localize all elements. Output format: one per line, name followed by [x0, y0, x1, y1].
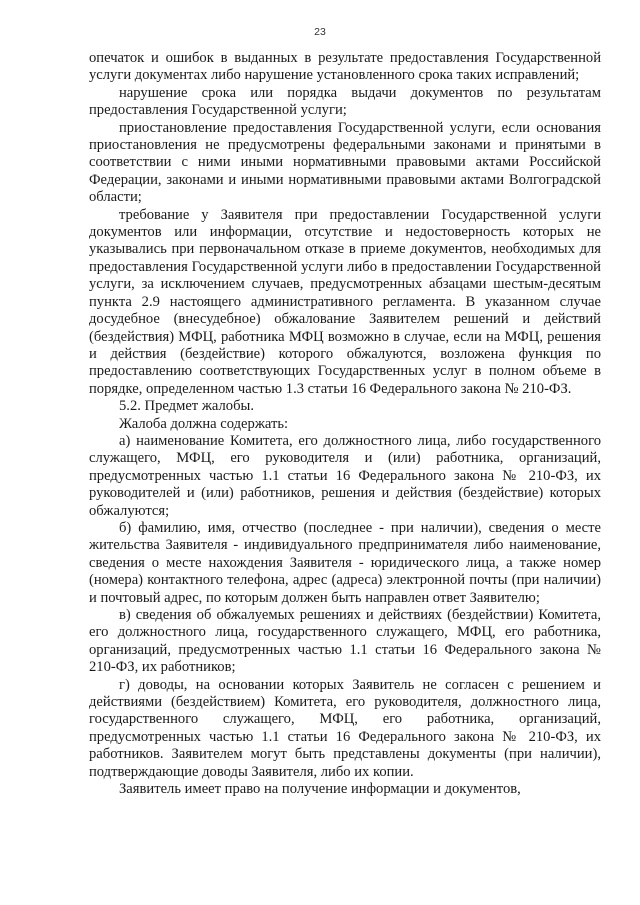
- list-item-a: а) наименование Комитета, его должностного лица, либо государственного служащего, МФЦ, его руководителя и (или) работника, организаций, предусмотренных частью 1.1 статьи 16 Федерального закона № 210-ФЗ, их руководителей и (или) работников, решения и действия (бездействие) которых обжалуются;: [89, 432, 601, 519]
- paragraph-suspension: приостановление предоставления Государственной услуги, если основания приостановления не предусмотрены федеральными законами и принятыми в соответствии с ними иными нормативными правовыми актами Российской Федерации, законами и иными нормативными правовыми актами Волгоградской области;: [89, 119, 601, 206]
- section-heading-complaint-subject: 5.2. Предмет жалобы.: [119, 398, 254, 415]
- list-item-b: б) фамилию, имя, отчество (последнее - при наличии), сведения о месте жительства Заявителя - индивидуального предпринимателя либо наименование, сведения о месте нахождения Заявителя - юридического лица, а также номер (номера) контактного телефона, адрес (адреса) электронной почты (при наличии) и почтовый адрес, по которым должен быть направлен ответ Заявителю;: [89, 519, 601, 606]
- paragraph-document-requirement: требование у Заявителя при предоставлении Государственной услуги документов или информации, отсутствие и недостоверность которых не указывались при первоначальном отказе в приеме документов, необходимых для предоставления Государственной услуги либо в предоставлении Государственной услуги, за исключением случаев, предусмотренных абзацами шестым-десятым пункта 2.9 настоящего административного регламента. В указанном случае досудебное (внесудебное) обжалование Заявителем решений и действий (бездействия) МФЦ, работника МФЦ возможно в случае, если на МФЦ, решения и действия (бездействие) которого обжалуются, возложена функция по предоставлению соответствующих Государственных услуг в полном объеме в порядке, определенном частью 1.3 статьи 16 Федерального закона № 210-ФЗ.: [89, 206, 601, 397]
- list-item-g: г) доводы, на основании которых Заявитель не согласен с решением и действиями (бездействием) Комитета, его руководителя, должностного лица, государственного служащего, МФЦ, его работника, организаций, предусмотренных частью 1.1 статьи 16 Федерального закона № 210-ФЗ, их работников. Заявителем могут быть представлены документы (при наличии), подтверждающие доводы Заявителя, либо их копии.: [89, 676, 601, 780]
- paragraph-continuation: опечаток и ошибок в выданных в результате предоставления Государственной услуги документах либо нарушение установленного срока таких исправлений;: [89, 50, 601, 84]
- paragraph-applicant-rights: Заявитель имеет право на получение информации и документов,: [119, 781, 521, 798]
- paragraph-complaint-must-contain: Жалоба должна содержать:: [119, 415, 289, 432]
- document-body: [89, 50, 601, 798]
- paragraph-violation-of-issuance: нарушение срока или порядка выдачи документов по результатам предоставления Государственной услуги;: [89, 84, 601, 119]
- page-number: 23: [314, 26, 326, 38]
- list-item-v: в) сведения об обжалуемых решениях и действиях (бездействии) Комитета, его должностного лица, государственного служащего, МФЦ, его работника, организаций, предусмотренных частью 1.1 статьи 16 Федерального закона № 210-ФЗ, их работников;: [89, 607, 601, 676]
